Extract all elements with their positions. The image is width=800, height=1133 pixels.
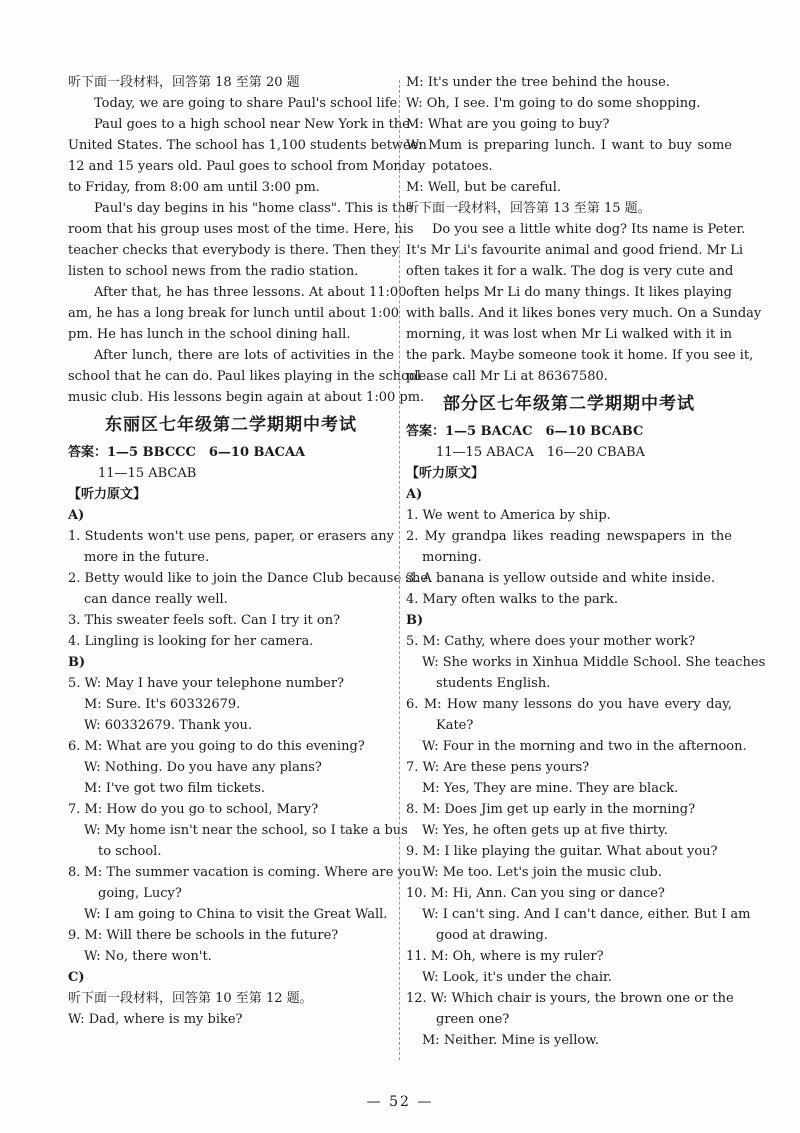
right-text-line: A): [406, 487, 423, 502]
left-text-line: W: No, there won't.: [84, 949, 212, 964]
right-text-line: often takes it for a walk. The dog is very cute and: [406, 264, 734, 279]
right-text-line: W: I can't sing. And I can't dance, either. But I am: [422, 907, 751, 922]
right-text-line: W: Look, it's under the chair.: [422, 970, 612, 985]
left-text-line: 听下面一段材料，回答第 18 至第 20 题: [68, 75, 300, 90]
right-text-line: potatoes.: [432, 159, 493, 174]
left-text-line: music club. His lessons begin again at about 1:00 pm.: [68, 390, 425, 405]
right-text-line: students English.: [436, 676, 551, 691]
left-text-line: After lunch, there are lots of activities in the: [94, 348, 394, 363]
right-text-line: It's Mr Li's favourite animal and good friend. Mr Li: [406, 243, 744, 258]
right-column: [406, 72, 766, 1051]
left-text-line: 9. M: Will there be schools in the future?: [68, 928, 339, 943]
left-text-line: Paul's day begins in his "home class". This is the: [94, 201, 414, 216]
left-text-line: After that, he has three lessons. At about 11:00: [94, 285, 407, 300]
right-text-line: 5. M: Cathy, where does your mother work?: [406, 634, 696, 649]
left-text-line: 1. Students won't use pens, paper, or erasers any: [68, 529, 394, 544]
left-text-line: W: I am going to China to visit the Great Wall.: [84, 907, 388, 922]
right-text-line: M: Yes, They are mine. They are black.: [422, 781, 679, 796]
left-text-line: Today, we are going to share Paul's school life.: [94, 96, 402, 111]
left-text-line: A): [68, 508, 85, 523]
left-text-line: 4. Lingling is looking for her camera.: [68, 634, 314, 649]
right-text-line: 12. W: Which chair is yours, the brown one or the: [406, 991, 734, 1006]
right-text-line: 10. M: Hi, Ann. Can you sing or dance?: [406, 886, 665, 901]
left-text-line: to Friday, from 8:00 am until 3:00 pm.: [68, 180, 320, 195]
right-text-line: Kate?: [436, 718, 474, 733]
right-text-line: M: Well, but be careful.: [406, 180, 562, 195]
right-text-line: Do you see a little white dog? Its name is Peter.: [432, 222, 746, 237]
right-text-line: 2. My grandpa likes reading newspapers in the: [406, 529, 732, 544]
left-text-line: 6. M: What are you going to do this evening?: [68, 739, 365, 754]
right-text-line: 3. A banana is yellow outside and white inside.: [406, 571, 716, 586]
left-text-line: 听下面一段材料，回答第 10 至第 12 题。: [68, 991, 313, 1006]
left-text-line: going, Lucy?: [98, 886, 182, 901]
left-text-line: teacher checks that everybody is there. Then they: [68, 243, 399, 258]
left-text-line: United States. The school has 1,100 students between: [68, 138, 427, 153]
left-text-line: 11—15 ABCAB: [98, 466, 197, 481]
left-text-line: Paul goes to a high school near New York in the: [94, 117, 410, 132]
right-text-line: W: Mum is preparing lunch. I want to buy some: [406, 138, 732, 153]
right-text-line: often helps Mr Li do many things. It likes playing: [406, 285, 732, 300]
right-text-line: 【听力原文】: [406, 466, 485, 481]
column-divider: [399, 80, 400, 1060]
right-text-line: 11—15 ABACA 16—20 CBABA: [436, 445, 645, 460]
left-text-line: 12 and 15 years old. Paul goes to school from Monday: [68, 159, 426, 174]
left-text-line: pm. He has lunch in the school dining hall.: [68, 327, 351, 342]
right-text-line: 7. W: Are these pens yours?: [406, 760, 590, 775]
left-text-line: can dance really well.: [84, 592, 228, 607]
right-text-line: 1. We went to America by ship.: [406, 508, 611, 523]
right-text-line: W: Yes, he often gets up at five thirty.: [422, 823, 668, 838]
right-text-line: green one?: [436, 1012, 510, 1027]
left-text-line: 3. This sweater feels soft. Can I try it on?: [68, 613, 341, 628]
left-text-line: M: Sure. It's 60332679.: [84, 697, 241, 712]
right-text-line: M: Neither. Mine is yellow.: [422, 1033, 599, 1048]
left-column: [68, 72, 429, 1030]
left-text-line: C): [68, 970, 85, 985]
right-text-line: good at drawing.: [436, 928, 548, 943]
right-text-line: 6. M: How many lessons do you have every day,: [406, 697, 732, 712]
right-text-line: 9. M: I like playing the guitar. What about you?: [406, 844, 718, 859]
right-text-line: B): [406, 613, 424, 628]
left-section-heading: 东丽区七年级第二学期期中考试: [105, 415, 357, 435]
right-text-line: 听下面一段材料，回答第 13 至第 15 题。: [406, 201, 651, 216]
right-text-line: 答案：1—5 BACAC 6—10 BCABC: [406, 424, 644, 439]
left-text-line: 【听力原文】: [68, 487, 147, 502]
left-text-line: to school.: [98, 844, 162, 859]
right-text-line: the park. Maybe someone took it home. If you see it,: [406, 348, 754, 363]
left-text-line: 5. W: May I have your telephone number?: [68, 676, 345, 691]
left-text-line: 8. M: The summer vacation is coming. Where are you: [68, 865, 422, 880]
right-text-line: W: Oh, I see. I'm going to do some shopping.: [406, 96, 701, 111]
page-number: — 52 —: [366, 1094, 434, 1110]
left-text-line: listen to school news from the radio station.: [68, 264, 359, 279]
right-text-line: please call Mr Li at 86367580.: [406, 369, 608, 384]
left-text-line: 7. M: How do you go to school, Mary?: [68, 802, 319, 817]
right-text-line: W: She works in Xinhua Middle School. She teaches: [422, 655, 766, 670]
left-text-line: school that he can do. Paul likes playing in the school: [68, 369, 421, 384]
right-text-line: with balls. And it likes bones very much. On a Sunday: [406, 306, 762, 321]
left-text-line: M: I've got two film tickets.: [84, 781, 266, 796]
left-text-line: am, he has a long break for lunch until about 1:00: [68, 306, 400, 321]
right-text-line: M: What are you going to buy?: [406, 117, 610, 132]
left-text-line: W: Dad, where is my bike?: [68, 1012, 243, 1027]
left-text-line: 2. Betty would like to join the Dance Club because she: [68, 571, 429, 586]
left-text-line: W: My home isn't near the school, so I take a bus: [84, 823, 408, 838]
left-text-line: more in the future.: [84, 550, 210, 565]
right-section-heading: 部分区七年级第二学期期中考试: [443, 394, 695, 414]
left-text-line: B): [68, 655, 86, 670]
left-text-line: 答案：1—5 BBCCC 6—10 BACAA: [68, 445, 306, 460]
right-text-line: W: Four in the morning and two in the afternoon.: [422, 739, 747, 754]
left-text-line: W: Nothing. Do you have any plans?: [84, 760, 322, 775]
right-text-line: 4. Mary often walks to the park.: [406, 592, 618, 607]
right-text-line: W: Me too. Let's join the music club.: [422, 865, 662, 880]
right-text-line: morning, it was lost when Mr Li walked with it in: [406, 327, 732, 342]
right-text-line: morning.: [422, 550, 482, 565]
left-text-line: room that his group uses most of the time. Here, his: [68, 222, 414, 237]
right-text-line: M: It's under the tree behind the house.: [406, 75, 670, 90]
right-text-line: 11. M: Oh, where is my ruler?: [406, 949, 604, 964]
right-text-line: 8. M: Does Jim get up early in the morning?: [406, 802, 696, 817]
left-text-line: W: 60332679. Thank you.: [84, 718, 253, 733]
